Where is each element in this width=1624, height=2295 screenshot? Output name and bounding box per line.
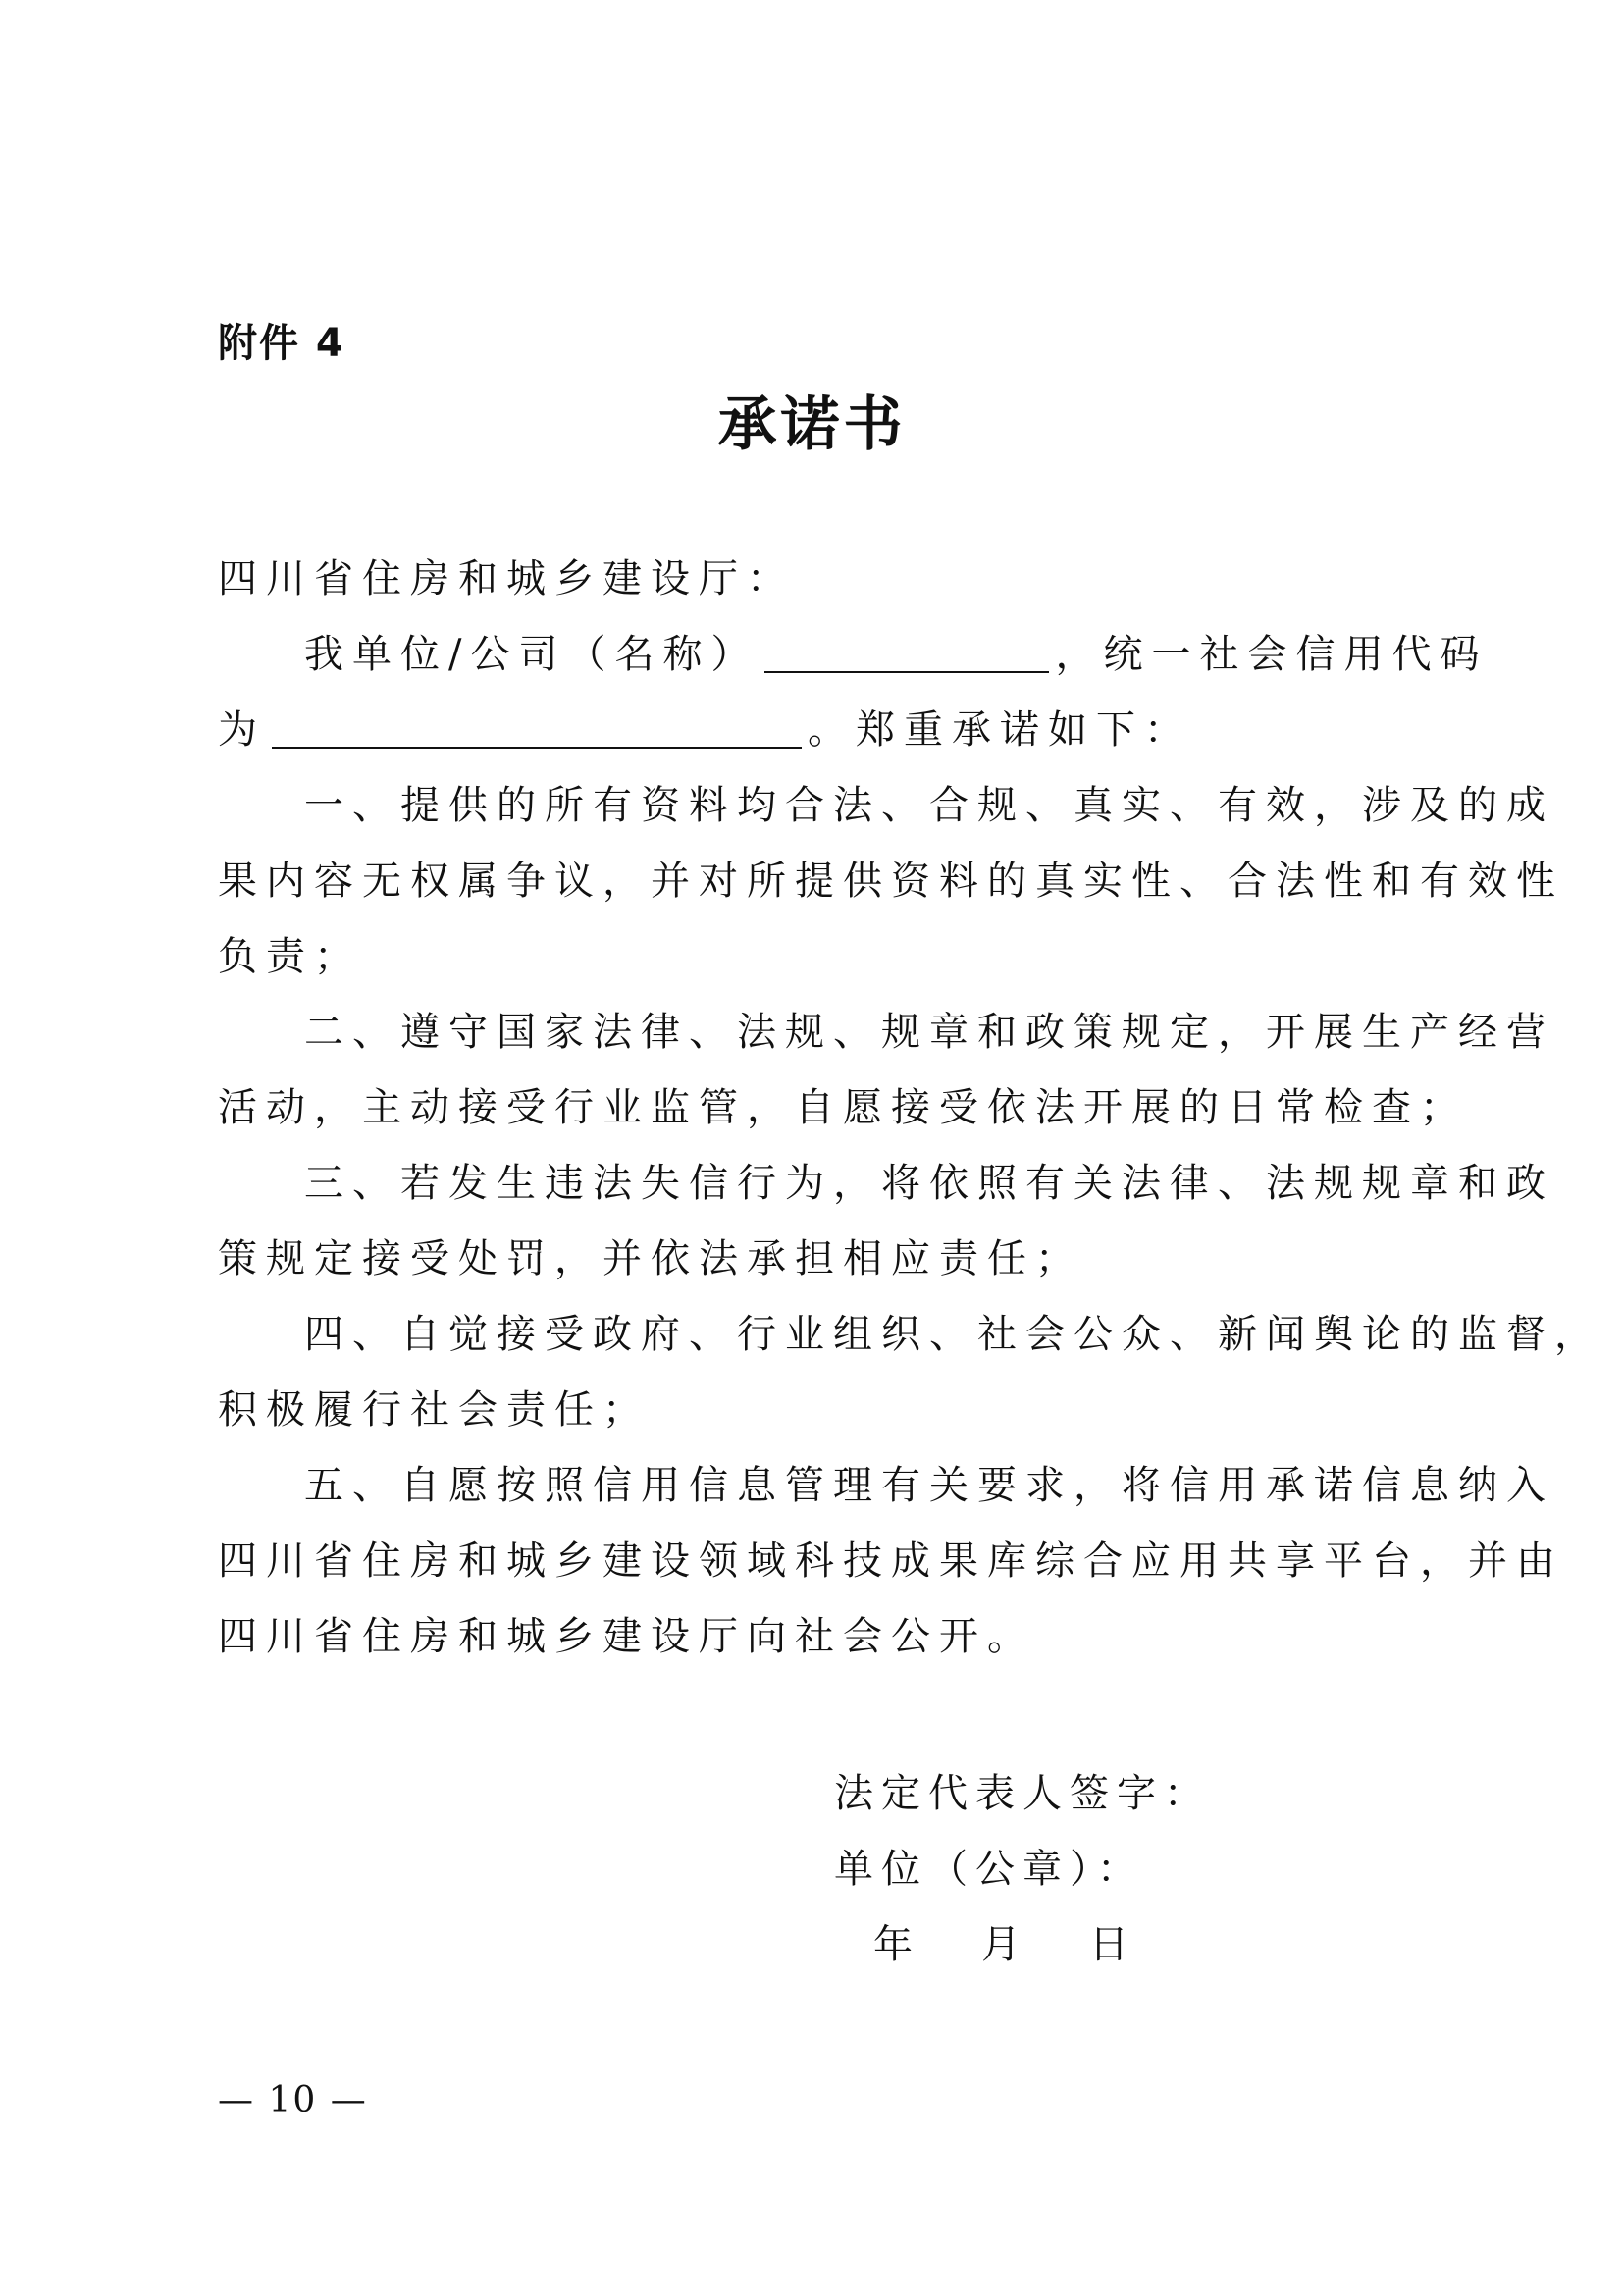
commitment-item-1-line-2: 果内容无权属争议，并对所提供资料的真实性、合法性和有效性 bbox=[218, 859, 1564, 904]
date-year: 年 bbox=[873, 1922, 920, 1967]
commitment-item-1-line-3: 负责； bbox=[218, 934, 362, 979]
intro-line-2-suffix: 。郑重承诺如下： bbox=[808, 707, 1192, 753]
commitment-item-5-line-1: 五、自愿按照信用信息管理有关要求，将信用承诺信息纳入 bbox=[304, 1463, 1554, 1508]
commitment-item-5-line-3: 四川省住房和城乡建设厅向社会公开。 bbox=[218, 1614, 1035, 1659]
date-day: 日 bbox=[1089, 1922, 1136, 1967]
commitment-item-1-line-1: 一、提供的所有资料均合法、合规、真实、有效，涉及的成 bbox=[304, 783, 1554, 828]
date-month: 月 bbox=[981, 1922, 1028, 1967]
attachment-label: 附件 4 bbox=[218, 321, 345, 366]
document-title: 承诺书 bbox=[717, 391, 907, 459]
intro-prefix: 我单位/公司（名称） bbox=[304, 632, 760, 677]
commitment-item-5-line-2: 四川省住房和城乡建设领域科技成果库综合应用共享平台，并由 bbox=[218, 1539, 1564, 1584]
intro-line-1 bbox=[218, 617, 1489, 693]
commitment-item-2-line-2: 活动，主动接受行业监管，自愿接受依法开展的日常检查； bbox=[218, 1085, 1468, 1130]
signature-block bbox=[834, 1756, 1211, 1983]
page-number: — 10 — bbox=[218, 2080, 368, 2120]
commitment-body bbox=[218, 542, 1602, 1675]
date-line bbox=[834, 1907, 1211, 1983]
addressee: 四川省住房和城乡建设厅： bbox=[218, 556, 795, 601]
commitment-item-3-line-2: 策规定接受处罚，并依法承担相应责任； bbox=[218, 1236, 1083, 1281]
intro-line-2 bbox=[218, 693, 1431, 768]
intro-suffix: ，统一社会信用代码 bbox=[1055, 632, 1489, 677]
commitment-item-3-line-1: 三、若发生违法失信行为，将依照有关法律、法规规章和政 bbox=[304, 1161, 1554, 1206]
commitment-item-4-line-1: 四、自觉接受政府、行业组织、社会公众、新闻舆论的监督， bbox=[304, 1312, 1602, 1357]
credit-code-blank bbox=[272, 707, 802, 749]
intro-line-2-prefix: 为 bbox=[218, 707, 266, 753]
company-name-blank bbox=[764, 632, 1049, 673]
commitment-item-4-line-2: 积极履行社会责任； bbox=[218, 1387, 651, 1433]
legal-representative-signature-label: 法定代表人签字： bbox=[834, 1771, 1211, 1816]
commitment-item-2-line-1: 二、遵守国家法律、法规、规章和政策规定，开展生产经营 bbox=[304, 1010, 1554, 1055]
unit-seal-label: 单位（公章）： bbox=[834, 1847, 1144, 1892]
